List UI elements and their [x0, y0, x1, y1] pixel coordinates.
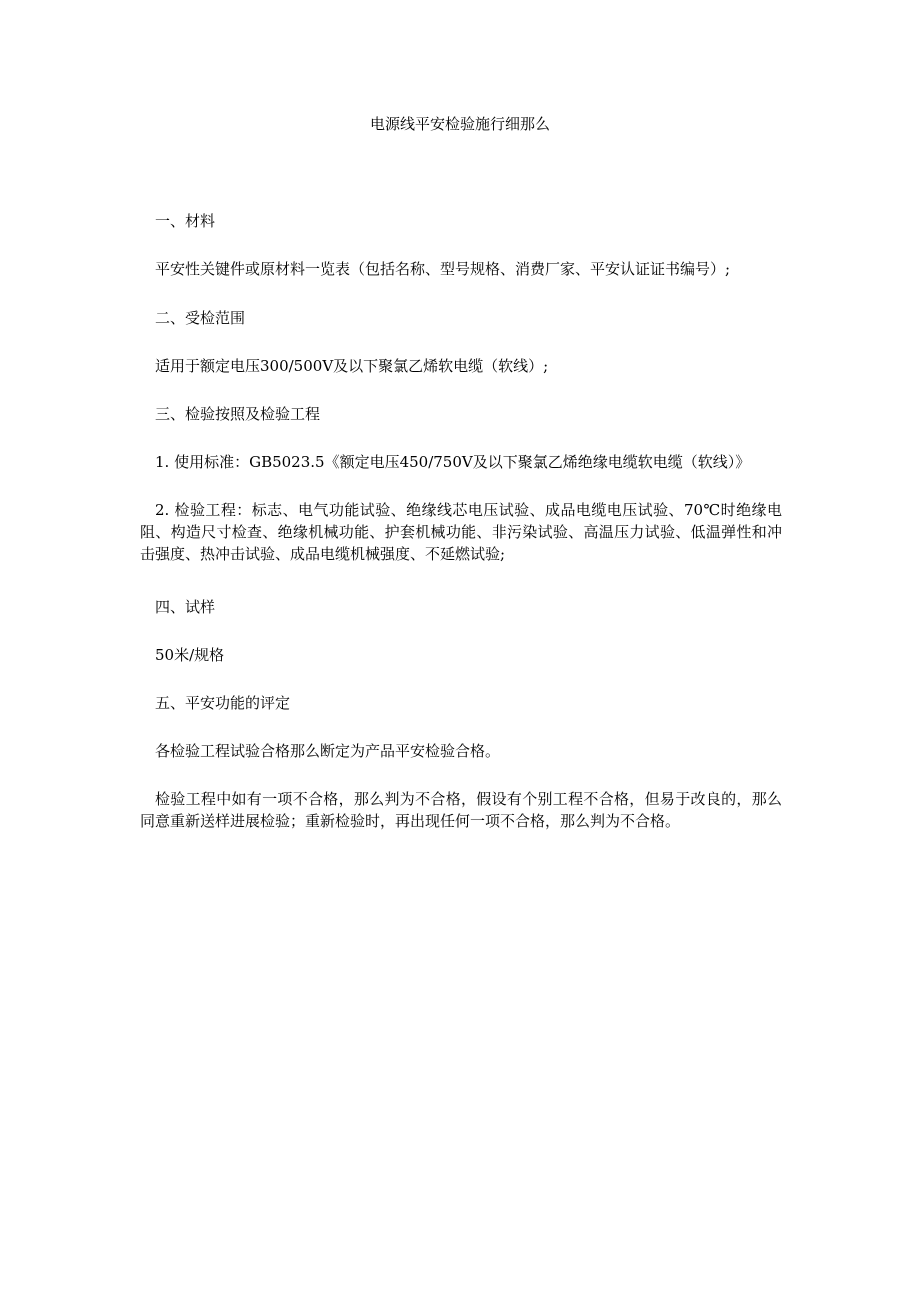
paragraph-test-items: 2. 检验工程：标志、电气功能试验、绝缘线芯电压试验、成品电缆电压试验、70℃时绝缘电阻、构造尺寸检查、绝缘机械功能、护套机械功能、非污染试验、高温压力试验、低温弹性和冲击强度、热冲击试验、成品电缆机械强度、不延燃试验;	[140, 501, 782, 563]
section-heading-basis: 三、检验按照及检验工程	[155, 405, 321, 423]
paragraph-evaluation-fail: 检验工程中如有一项不合格，那么判为不合格，假设有个别工程不合格，但易于改良的，那么同意重新送样进展检验；重新检验时，再出现任何一项不合格，那么判为不合格。	[140, 790, 782, 830]
section-heading-materials: 一、材料	[155, 212, 216, 230]
section-heading-sample: 四、试样	[155, 598, 216, 616]
paragraph-materials-list: 平安性关键件或原材料一览表（包括名称、型号规格、消费厂家、平安认证证书编号）;	[155, 260, 731, 278]
paragraph-sample: 50米/规格	[155, 646, 225, 664]
paragraph-scope: 适用于额定电压300/500V及以下聚氯乙烯软电缆（软线）;	[155, 357, 549, 375]
section-heading-scope: 二、受检范围	[155, 309, 246, 327]
paragraph-evaluation-pass: 各检验工程试验合格那么断定为产品平安检验合格。	[155, 742, 501, 760]
document-title: 电源线平安检验施行细那么	[369, 115, 550, 133]
paragraph-standard: 1. 使用标准：GB5023.5《额定电压450/750V及以下聚氯乙烯绝缘电缆软电缆（软线）》	[155, 453, 751, 471]
section-heading-evaluation: 五、平安功能的评定	[155, 694, 291, 712]
